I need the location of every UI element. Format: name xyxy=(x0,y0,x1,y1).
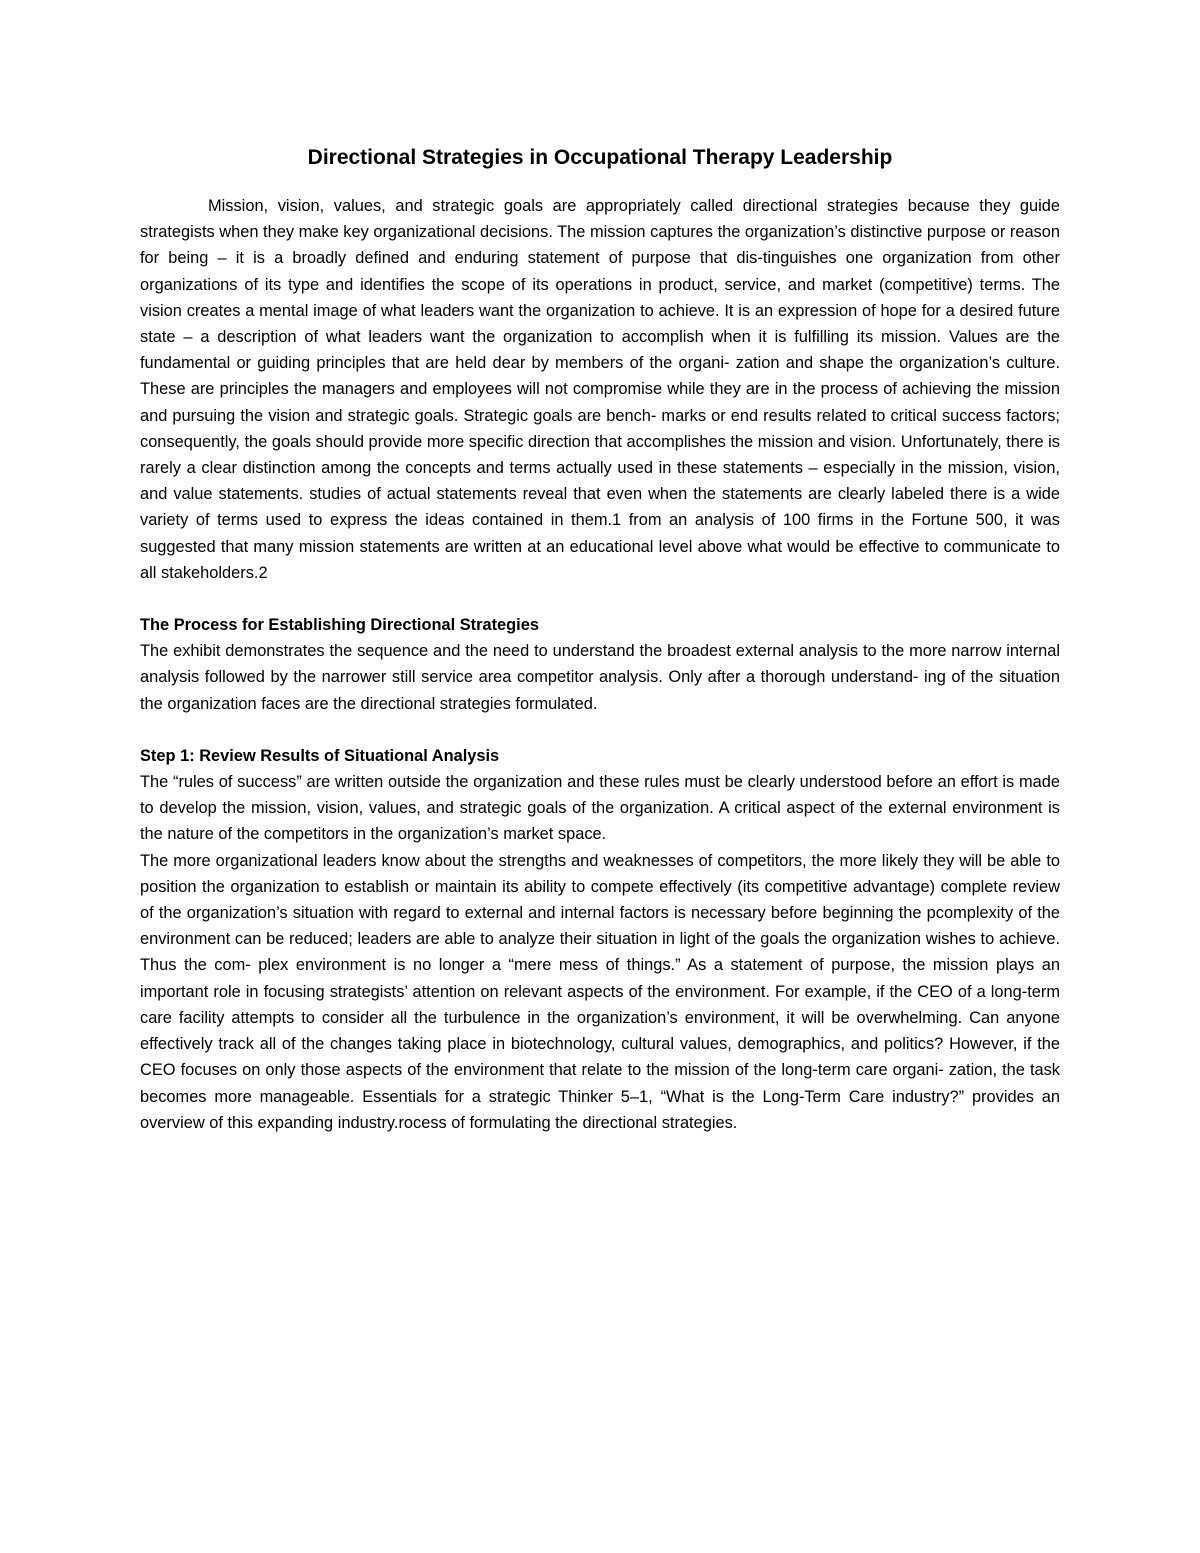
section-heading-step-1: Step 1: Review Results of Situational Analysis xyxy=(140,746,500,765)
document-title: Directional Strategies in Occupational Therapy Leadership xyxy=(307,146,893,169)
section-heading-process: The Process for Establishing Directional Strategies xyxy=(140,616,539,635)
section-paragraph-process: The exhibit demonstrates the sequence and the need to understand the broadest external analysis to the more narrow internal analysis followed by the narrower still service area competitor analysis. Only after a thorough understand- ing of the situation the organization faces are the directional strategies formulated. xyxy=(140,642,1060,713)
document-page xyxy=(140,143,1060,1136)
section-paragraph-rules-of-success: The “rules of success” are written outside the organization and these rules must be clearly understood before an effort is made to develop the mission, vision, values, and strategic goals of the organization. A critical aspect of the external environment is the nature of the competitors in the organization’s market space. xyxy=(140,773,1060,844)
section-paragraph-competitors: The more organizational leaders know about the strengths and weaknesses of competitors, the more likely they will be able to position the organization to establish or maintain its ability to compete effectively (its competitive advantage) complete review of the organization’s situation with regard to external and internal factors is necessary before beginning the pcomplexity of the environment can be reduced; leaders are able to analyze their situation in light of the goals the organization wishes to achieve. Thus the com- plex environment is no longer a “mere mess of things.” As a statement of purpose, the mission plays an important role in focusing strategists’ attention on relevant aspects of the environment. For example, if the CEO of a long-term care facility attempts to consider all the turbulence in the organization’s environment, it will be overwhelming. Can anyone effectively track all of the changes taking place in biotechnology, cultural values, demographics, and politics? However, if the CEO focuses on only those aspects of the environment that relate to the mission of the long-term care organi- zation, the task becomes more manageable. Essentials for a strategic Thinker 5–1, “What is the Long-Term Care industry?” provides an overview of this expanding industry.rocess of formulating the directional strategies. xyxy=(140,851,1060,1132)
intro-paragraph: Mission, vision, values, and strategic goals are appropriately called directional strategies because they guide strategists when they make key organizational decisions. The mission captures the organization’s distinctive purpose or reason for being – it is a broadly defined and enduring statement of purpose that dis-tinguishes one organization from other organizations of its type and identifies the scope of its operations in product, service, and market (competitive) terms. The vision creates a mental image of what leaders want the organization to achieve. It is an expression of hope for a desired future state – a description of what leaders want the organization to accomplish when it is fulfilling its mission. Values are the fundamental or guiding principles that are held dear by members of the organi- zation and shape the organization’s culture. These are principles the managers and employees will not compromise while they are in the process of achieving the mission and pursuing the vision and strategic goals. Strategic goals are bench- marks or end results related to critical success factors; consequently, the goals should provide more specific direction that accomplishes the mission and vision. Unfortunately, there is rarely a clear distinction among the concepts and terms actually used in these statements – especially in the mission, vision, and value statements. studies of actual statements reveal that even when the statements are clearly labeled there is a wide variety of terms used to express the ideas contained in them.1 from an analysis of 100 firms in the Fortune 500, it was suggested that many mission statements are written at an educational level above what would be effective to communicate to all stakeholders.2 xyxy=(140,197,1060,582)
